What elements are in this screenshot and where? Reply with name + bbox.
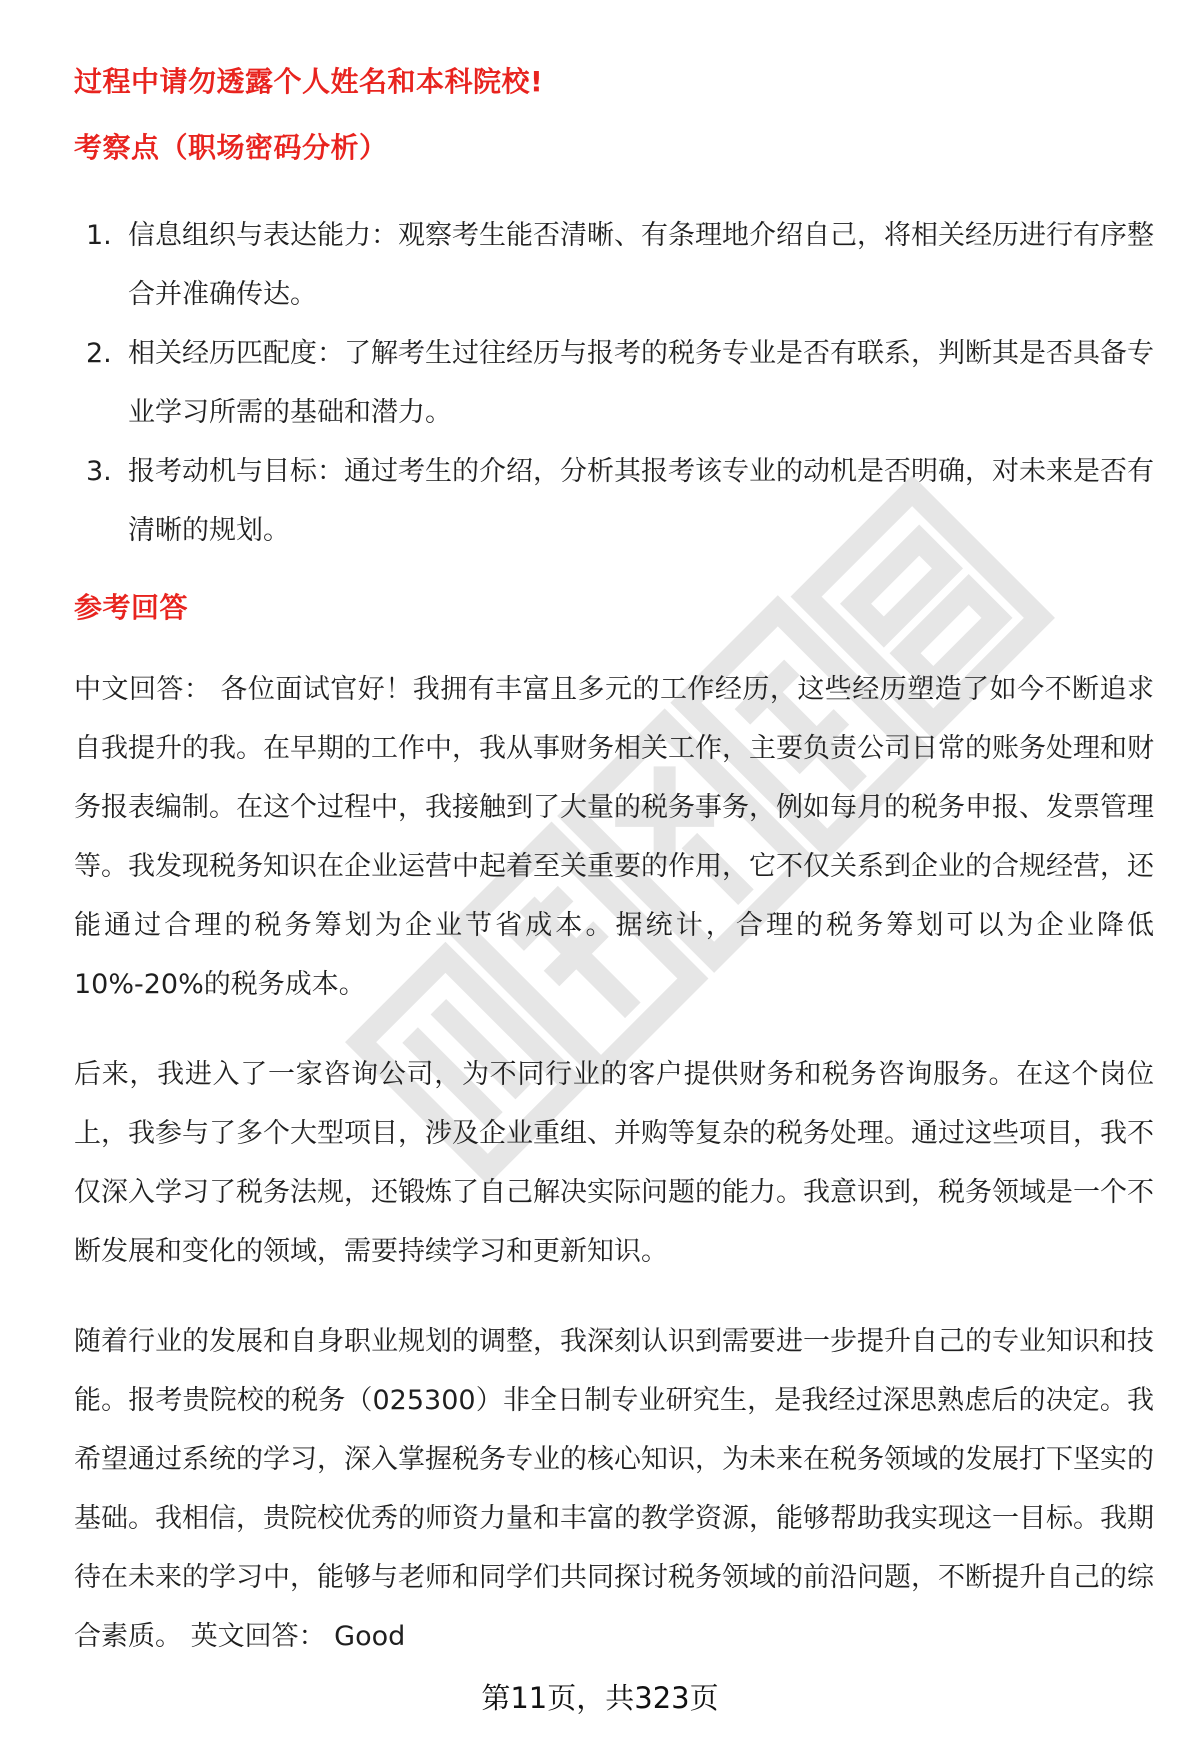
section-heading-points: 考察点（职场密码分析） (74, 131, 388, 164)
privacy-warning: 过程中请勿透露个人姓名和本科院校! (74, 65, 544, 98)
list-number: 3. (86, 456, 112, 487)
list-number: 1. (86, 220, 112, 251)
list-number: 2. (86, 338, 112, 369)
points-list (74, 206, 1154, 560)
list-item-text: 报考动机与目标：通过考生的介绍，分析其报考该专业的动机是否明确，对未来是否有清晰的规划。 (128, 456, 1154, 546)
answer-paragraph: 随着行业的发展和自身职业规划的调整，我深刻认识到需要进一步提升自己的专业知识和技能。报考贵院校的税务（025300）非全日制专业研究生，是我经过深思熟虑后的决定。我希望通过系统的学习，深入掌握税务专业的核心知识，为未来在税务领域的发展打下坚实的基础。我相信，贵院校优秀的师资力量和丰富的教学资源，能够帮助我实现这一目标。我期待在未来的学习中，能够与老师和同学们共同探讨税务领域的前沿问题，不断提升自己的综合素质。 英文回答： Good (74, 1326, 1154, 1652)
list-item-text: 信息组织与表达能力：观察考生能否清晰、有条理地介绍自己，将相关经历进行有序整合并准确传达。 (128, 220, 1154, 310)
section-heading-answer: 参考回答 (74, 591, 189, 624)
list-item (74, 442, 1154, 560)
list-item (74, 324, 1154, 442)
list-item (74, 206, 1154, 324)
answer-paragraph: 后来，我进入了一家咨询公司，为不同行业的客户提供财务和税务咨询服务。在这个岗位上，我参与了多个大型项目，涉及企业重组、并购等复杂的税务处理。通过这些项目，我不仅深入学习了税务法规，还锻炼了自己解决实际问题的能力。我意识到，税务领域是一个不断发展和变化的领域，需要持续学习和更新知识。 (74, 1059, 1154, 1267)
answer-paragraph: 中文回答： 各位面试官好！我拥有丰富且多元的工作经历，这些经历塑造了如今不断追求自我提升的我。在早期的工作中，我从事财务相关工作，主要负责公司日常的账务处理和财务报表编制。在这个过程中，我接触到了大量的税务事务，例如每月的税务申报、发票管理等。我发现税务知识在企业运营中起着至关重要的作用，它不仅关系到企业的合规经营，还能通过合理的税务筹划为企业节省成本。据统计，合理的税务筹划可以为企业降低 10%-20%的税务成本。 (74, 674, 1154, 1000)
list-item-text: 相关经历匹配度：了解考生过往经历与报考的税务专业是否有联系，判断其是否具备专业学习所需的基础和潜力。 (128, 338, 1154, 428)
page-number-footer: 第11页，共323页 (481, 1681, 719, 1715)
